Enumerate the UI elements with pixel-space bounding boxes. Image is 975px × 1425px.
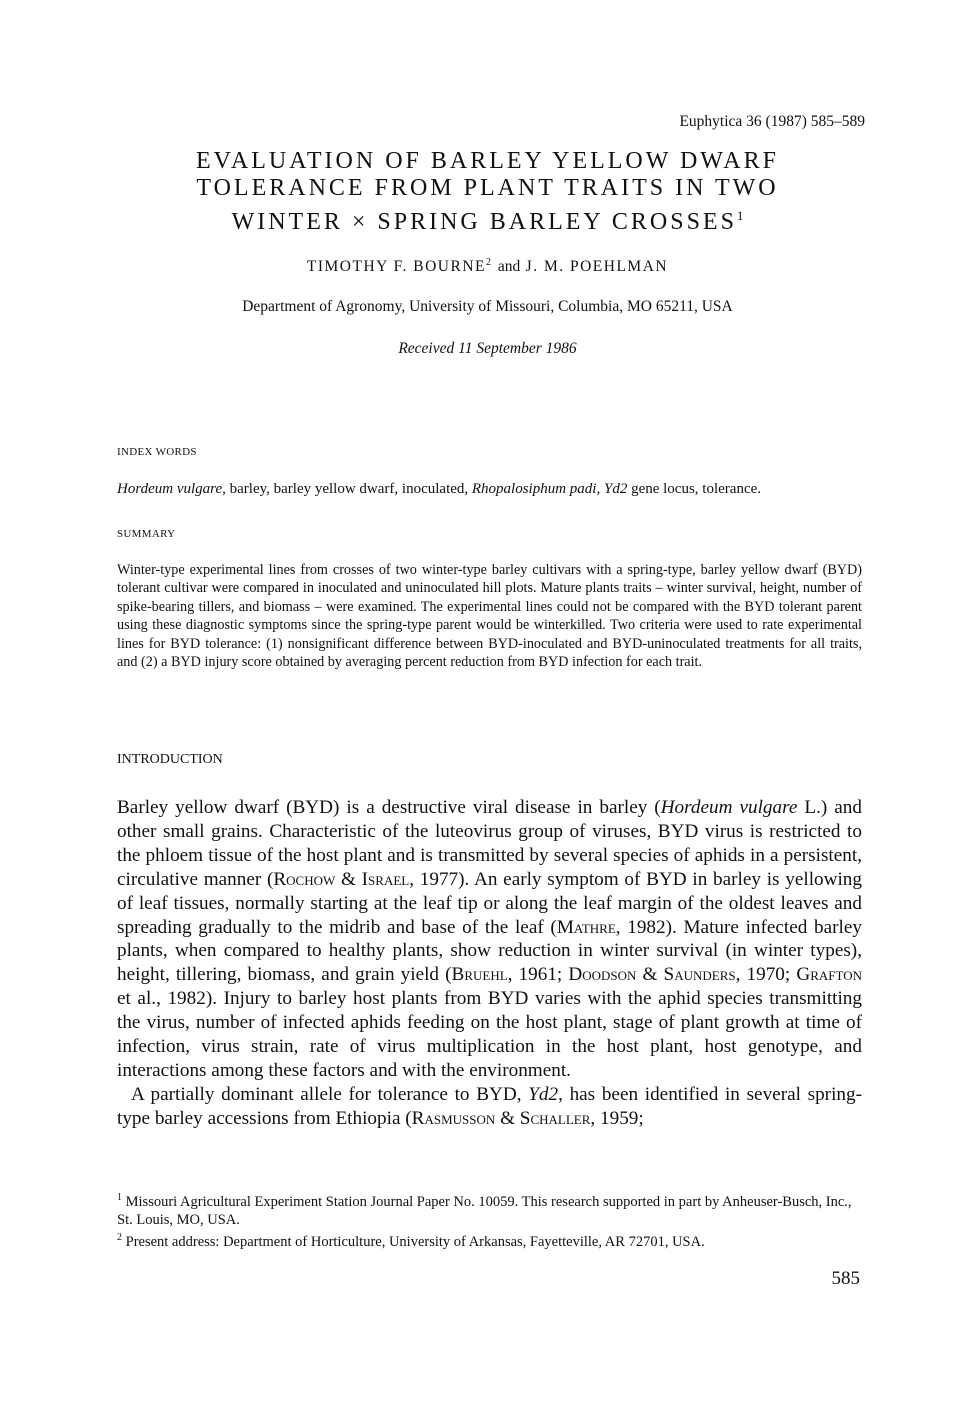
citation-author: Mathre	[556, 916, 616, 938]
keyword-hordeum: Hordeum vulgare,	[117, 481, 226, 497]
title-footnote-mark: 1	[736, 208, 744, 223]
title-line-1: EVALUATION OF BARLEY YELLOW DWARF	[196, 148, 779, 174]
text-run: L.) and other small grains. Characteristic of the luteovirus group of viruses, BYD virus is restricted to the phloem tissue of the host plant and is transmitted by several species of aphids in a persistent, circulative manner (	[117, 797, 862, 890]
footnote-1-text: Missouri Agricultural Experiment Station Journal Paper No. 10059. This research supported in part by Anheuser-Busch, Inc., St. Louis, MO, USA.	[117, 1193, 852, 1228]
text-run: et al., 1982). Injury to barley host plants from BYD varies with the aphid species transmitting the virus, number of infected aphids feeding on the host plant, stage of plant growth at time of infection, virus strain, rate of virus multiplication in the host plant, host genotype, and interactions among these factors and with the environment.	[117, 988, 862, 1081]
title-line-3-text: WINTER × SPRING BARLEY CROSSES	[231, 209, 737, 235]
intro-paragraph-2	[117, 1083, 862, 1131]
footnote-1	[117, 1189, 862, 1229]
citation-author: Israel	[361, 868, 410, 890]
species-name: Hordeum vulgare	[660, 797, 798, 818]
keyword-text-2: gene locus, tolerance.	[627, 481, 762, 497]
citation-author: Bruehl	[451, 964, 508, 986]
author-1-footnote-mark: 2	[486, 257, 493, 268]
text-run: , 1977). An early symptom of BYD in barley is yellowing of leaf tissues, normally starting at the leaf tip or along the leaf margin of the oldest leaves and spreading gradually to the midrib and base of the leaf (	[117, 868, 862, 938]
footnote-2-mark: 2	[117, 1231, 122, 1243]
text-run: &	[335, 868, 362, 890]
footnote-1-mark: 1	[117, 1192, 122, 1203]
introduction-heading: INTRODUCTION	[117, 752, 223, 767]
summary-heading: SUMMARY	[117, 528, 176, 540]
journal-reference: Euphytica 36 (1987) 585–589	[679, 113, 865, 130]
text-run: , 1961;	[507, 964, 569, 986]
index-words	[117, 481, 862, 498]
summary-text: Winter-type experimental lines from crosses of two winter-type barley cultivars with a spring-type, barley yellow dwarf (BYD) tolerant cultivar were compared in inoculated and uninoculated hill plots. Mature plants traits – winter survival, height, number of spike-bearing tillers, and biomass – were examined. The experimental lines could not be compared with the BYD tolerant parent using these diagnostic symptoms since the spring-type parent would be winterkilled. Two criteria were used to rate experimental lines for BYD tolerance: (1) nonsignificant difference between BYD-inoculated and BYD-uninoculated treatments for all traits, and (2) a BYD injury score obtained by averaging percent reduction from BYD infection for each trait.	[117, 562, 862, 671]
text-run: A partially dominant allele for tolerance to BYD,	[131, 1083, 529, 1105]
paper-title	[110, 148, 865, 236]
citation-author: Doodson	[568, 964, 637, 986]
introduction-body	[117, 796, 862, 1131]
index-words-heading: INDEX WORDS	[117, 446, 197, 458]
page-number: 585	[831, 1268, 860, 1289]
text-run: &	[495, 1107, 520, 1129]
title-line-2: TOLERANCE FROM PLANT TRAITS IN TWO	[196, 175, 779, 201]
intro-paragraph-1	[117, 796, 862, 1083]
author-conjunction: and	[497, 258, 521, 276]
citation-author: Rochow	[273, 868, 336, 890]
text-run: &	[636, 964, 664, 986]
text-run: , 1959;	[590, 1107, 644, 1129]
gene-name: Yd2	[528, 1083, 559, 1105]
received-date: Received 11 September 1986	[398, 340, 577, 357]
text-run: , 1970;	[735, 964, 797, 986]
text-run: Barley yellow dwarf (BYD) is a destructive viral disease in barley (	[117, 797, 661, 818]
citation-author: Saunders	[663, 964, 736, 986]
author-1: TIMOTHY F. BOURNE	[306, 258, 487, 276]
affiliation: Department of Agronomy, University of Missouri, Columbia, MO 65211, USA	[242, 298, 733, 315]
citation-author: Rasmusson	[411, 1107, 496, 1129]
footnotes	[117, 1189, 862, 1251]
title-line-3	[110, 202, 865, 236]
author-list	[110, 257, 865, 276]
text-run: , 1982). Mature infected barley plants, when compared to healthy plants, show reduction in winter survival (in winter types), height, tillering, biomass, and grain yield (	[117, 916, 863, 986]
footnote-2-text: Present address: Department of Horticulture, University of Arkansas, Fayetteville, AR 72701, USA.	[122, 1233, 705, 1250]
keyword-rhopalosiphum: Rhopalosiphum padi, Yd2	[471, 481, 628, 497]
text-run: , has been identified in several spring-type barley accessions from Ethiopia (	[117, 1083, 862, 1129]
footnote-2	[117, 1229, 862, 1251]
keyword-text-1: barley, barley yellow dwarf, inoculated,	[225, 481, 472, 497]
citation-author: Schaller	[519, 1107, 591, 1129]
citation-author: Grafton	[796, 964, 862, 986]
author-2: J. M. POEHLMAN	[525, 258, 669, 276]
